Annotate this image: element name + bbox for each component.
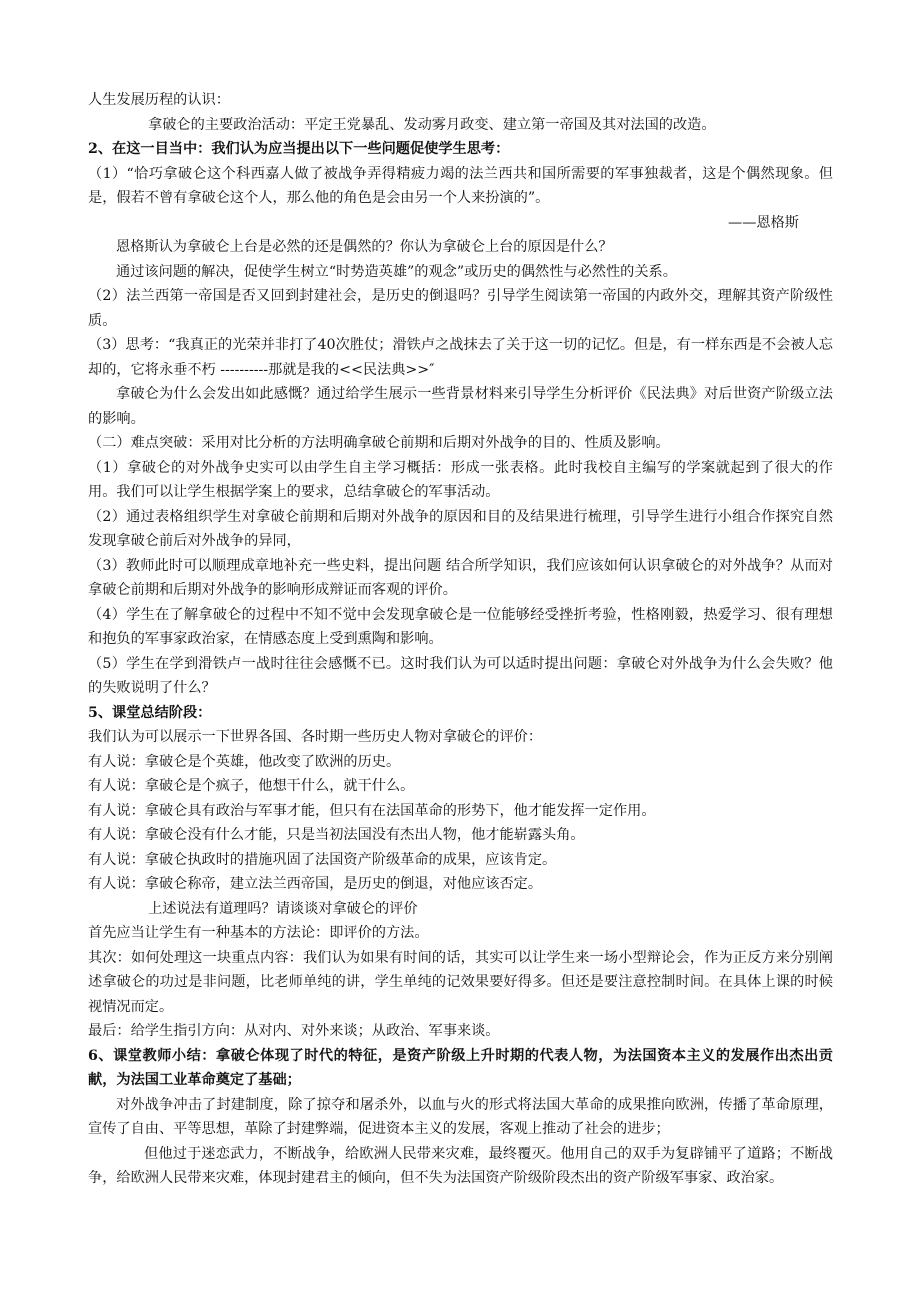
paragraph: 拿破仑为什么会发出如此感慨？通过给学生展示一些背景材料来引导学生分析评价《民法典》对后世资产阶级立法的影响。 bbox=[88, 386, 833, 427]
paragraph: 恩格斯认为拿破仑上台是必然的还是偶然的？你认为拿破仑上台的原因是什么？ bbox=[116, 239, 613, 255]
paragraph: （4）学生在了解拿破仑的过程中不知不觉中会发现拿破仑是一位能够经受挫折考验，性格刚毅，热爱学习、很有理想和抱负的军事家政治家，在情感态度上受到熏陶和影响。 bbox=[88, 606, 833, 647]
paragraph: 最后：给学生指引方向：从对内、对外来谈；从政治、军事来谈。 bbox=[88, 1023, 500, 1039]
paragraph: 我们认为可以展示一下世界各国、各时期一些历史人物对拿破仑的评价： bbox=[88, 729, 543, 745]
paragraph: （2）通过表格组织学生对拿破仑前期和后期对外战争的原因和目的及结果进行梳理，引导学生进行小组合作探究自然发现拿破仑前后对外战争的异同， bbox=[88, 508, 833, 549]
paragraph: 通过该问题的解决，促使学生树立“时势造英雄”的观念”或历史的偶然性与必然性的关系。 bbox=[116, 263, 677, 280]
paragraph: 有人说：拿破仑称帝，建立法兰西帝国，是历史的倒退，对他应该否定。 bbox=[88, 876, 543, 892]
document-body bbox=[88, 88, 833, 1191]
paragraph: （3）思考：“我真正的光荣并非打了40次胜仗；滑铁卢之战抹去了关于这一切的记忆。但是，有一样东西是不会被人忘却的，它将永垂不朽 ----------那就是我的<<民法典>>″ bbox=[88, 337, 833, 378]
paragraph: 其次：如何处理这一块重点内容：我们认为如果有时间的话，其实可以让学生来一场小型辩论会，作为正反方来分别阐述拿破仑的功过是非问题，比老师单纯的讲，学生单纯的记效果要好得多。但还是要注意控制时间。在具体上课的时候视情况而定。 bbox=[88, 949, 833, 1015]
paragraph: （1）拿破仑的对外战争史实可以由学生自主学习概括：形成一张表格。此时我校自主编写的学案就起到了很大的作用。我们可以让学生根据学案上的要求，总结拿破仑的军事活动。 bbox=[88, 459, 833, 500]
paragraph: （2）法兰西第一帝国是否又回到封建社会，是历史的倒退吗？引导学生阅读第一帝国的内政外交，理解其资产阶级性质。 bbox=[88, 288, 833, 329]
paragraph: （1）“恰巧拿破仑这个科西嘉人做了被战争弄得精疲力竭的法兰西共和国所需要的军事独裁者，这是个偶然现象。但是，假若不曾有拿破仑这个人，那么他的角色是会由另一个人来扮演的”。 bbox=[88, 165, 833, 206]
section-heading: 6、课堂教师小结：拿破仑体现了时代的特征，是资产阶级上升时期的代表人物，为法国资本主义的发展作出杰出贡献，为法国工业革命奠定了基础； bbox=[88, 1047, 833, 1088]
section-heading: 5、课堂总结阶段： bbox=[88, 704, 212, 721]
paragraph: 有人说：拿破仑执政时的措施巩固了法国资产阶级革命的成果，应该肯定。 bbox=[88, 851, 557, 868]
paragraph: 人生发展历程的认识： bbox=[88, 92, 230, 108]
paragraph: 拿破仑的主要政治活动：平定王党暴乱、发动雾月政变、建立第一帝国及其对法国的改造。 bbox=[148, 116, 716, 133]
section-heading: 2、在这一目当中：我们认为应当提出以下一些问题促使学生思考： bbox=[88, 141, 510, 157]
paragraph: 有人说：拿破仑没有什么才能，只是当初法国没有杰出人物，他才能崭露头角。 bbox=[88, 827, 585, 843]
paragraph: 但他过于迷恋武力，不断战争，给欧洲人民带来灾难，最终覆灭。他用自己的双手为复辟铺平了道路；不断战争，给欧洲人民带来灾难，体现封建君主的倾向，但不失为法国资产阶级阶段杰出的资产阶级军事家、政治家。 bbox=[88, 1145, 833, 1186]
paragraph: 首先应当让学生有一种基本的方法论：即评价的方法。 bbox=[88, 925, 429, 941]
paragraph: （二）难点突破：采用对比分析的方法明确拿破仑前期和后期对外战争的目的、性质及影响。 bbox=[88, 435, 670, 451]
quote-source: ——恩格斯 bbox=[728, 214, 799, 231]
paragraph: 上述说法有道理吗？请谈谈对拿破仑的评价 bbox=[148, 900, 418, 917]
paragraph: 对外战争冲击了封建制度，除了掠夺和屠杀外，以血与火的形式将法国大革命的成果推向欧洲，传播了革命原理，宣传了自由、平等思想，革除了封建弊端，促进资本主义的发展，客观上推动了社会的进步； bbox=[88, 1096, 833, 1137]
paragraph: （3）教师此时可以顺理成章地补充一些史料，提出问题 结合所学知识，我们应该如何认识拿破仑的对外战争？从而对拿破仑前期和后期对外战争的影响形成辩证而客观的评价。 bbox=[88, 557, 833, 598]
paragraph: 有人说：拿破仑具有政治与军事才能，但只有在法国革命的形势下，他才能发挥一定作用。 bbox=[88, 802, 656, 819]
paragraph: 有人说：拿破仑是个英雄，他改变了欧洲的历史。 bbox=[88, 753, 401, 770]
paragraph: （5）学生在学到滑铁卢一战时往往会感慨不已。这时我们认为可以适时提出问题：拿破仑对外战争为什么会失败？他的失败说明了什么？ bbox=[88, 655, 833, 696]
paragraph: 有人说：拿破仑是个疯子，他想干什么，就干什么。 bbox=[88, 778, 415, 794]
